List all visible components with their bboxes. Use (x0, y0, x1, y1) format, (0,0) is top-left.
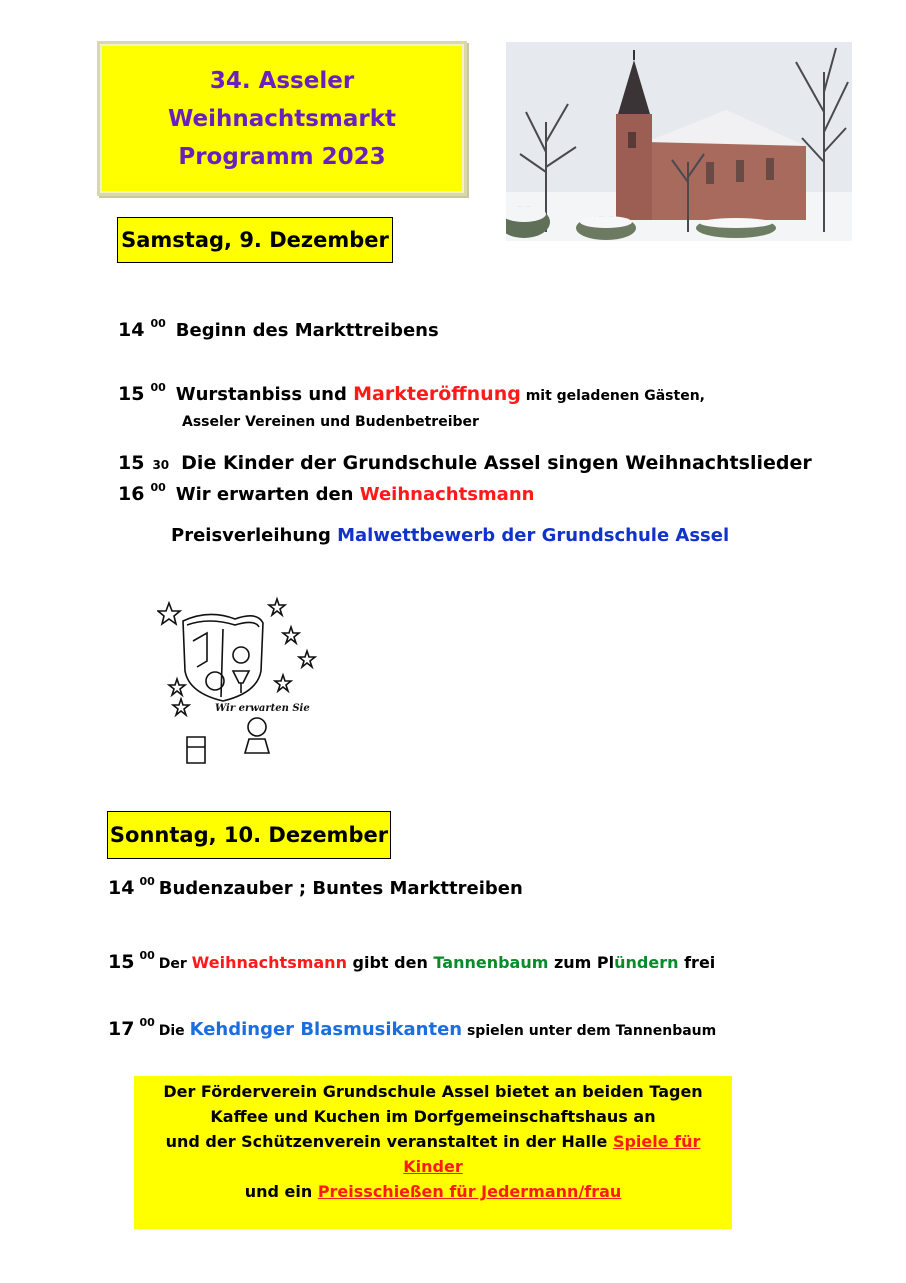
item-text-2: spielen unter dem Tannenbaum (462, 1023, 717, 1039)
time-hour: 15 (118, 383, 145, 405)
note-line-4 (134, 1179, 732, 1204)
saturday-item-2-continued: Asseler Vereinen und Budenbetreiber (182, 414, 479, 430)
item-text: Wir erwarten den (175, 484, 360, 505)
sunday-heading: Sonntag, 10. Dezember (107, 811, 391, 859)
item-highlight: Weihnachtsmann (359, 484, 535, 505)
time-minutes: 00 (139, 949, 155, 962)
school-logo-drawing (157, 589, 325, 772)
sunday-item-3 (108, 1018, 716, 1040)
item-text-small: mit geladenen Gästen, (520, 388, 705, 404)
time-hour: 14 (118, 319, 145, 341)
item-text: Budenzauber ; Buntes Markttreiben (158, 878, 523, 899)
logo-caption: Wir erwarten Sie (215, 703, 310, 714)
time-hour: 15 (108, 951, 135, 973)
award-label: Preisverleihung (171, 525, 338, 546)
item-highlight-3: ündern (614, 953, 679, 972)
time-hour: 15 (118, 452, 145, 474)
games-for-kids-link[interactable]: Spiele für Kinder (403, 1132, 701, 1176)
item-text: Wurstanbiss und (175, 384, 354, 405)
item-text: Beginn des Markttreibens (175, 320, 439, 341)
note-line-3 (134, 1129, 732, 1179)
item-text-4: frei (678, 953, 716, 972)
info-note (134, 1076, 732, 1229)
saturday-item-3 (118, 452, 812, 474)
shooting-competition-link[interactable]: Preisschießen für Jedermann/frau (317, 1182, 622, 1201)
item-text: Die Kinder der Grundschule Assel singen Weihnachtslieder (181, 452, 812, 474)
time-minutes: 00 (139, 875, 155, 888)
saturday-item-1 (118, 319, 439, 341)
note-line-2: Kaffee und Kuchen im Dorfgemeinschaftshaus an (210, 1107, 656, 1126)
saturday-item-2 (118, 383, 705, 405)
item-highlight-2: Tannenbaum (433, 953, 549, 972)
time-minutes: 00 (139, 1016, 155, 1029)
title-line-3: Programm 2023 (178, 143, 386, 170)
time-minutes: 00 (150, 317, 166, 330)
item-text-1: Die (158, 1023, 190, 1039)
time-minutes: 00 (150, 481, 166, 494)
note-line-1: Der Förderverein Grundschule Assel bietet an beiden Tagen (163, 1082, 703, 1101)
time-hour: 16 (118, 483, 145, 505)
award-highlight: Malwettbewerb der Grundschule Assel (337, 525, 730, 546)
award-line (171, 525, 729, 546)
church-in-snow-icon (506, 42, 852, 241)
note-line-3-text: und der Schützenverein veranstaltet in der Halle (165, 1132, 613, 1151)
sunday-item-1 (108, 877, 523, 899)
item-text-3: zum Pl (548, 953, 615, 972)
title-box (97, 41, 467, 196)
item-highlight: Markteröffnung (353, 383, 521, 405)
saturday-heading: Samstag, 9. Dezember (117, 217, 393, 263)
note-line-4-text: und ein (244, 1182, 318, 1201)
time-minutes: 00 (150, 381, 166, 394)
sunday-item-2 (108, 951, 715, 973)
item-text-1: Der (158, 956, 192, 972)
title-line-2: Weihnachtsmarkt (167, 105, 397, 132)
time-hour: 17 (108, 1018, 135, 1040)
title-line-1: 34. Asseler (209, 67, 355, 94)
item-text-2: gibt den (346, 953, 434, 972)
item-highlight-1: Weihnachtsmann (191, 953, 347, 972)
item-highlight: Kehdinger Blasmusikanten (189, 1019, 463, 1040)
saturday-item-4 (118, 483, 534, 505)
church-photo (506, 42, 852, 241)
time-minutes: 30 (152, 458, 170, 472)
time-hour: 14 (108, 877, 135, 899)
coat-of-arms-icon (157, 589, 325, 772)
